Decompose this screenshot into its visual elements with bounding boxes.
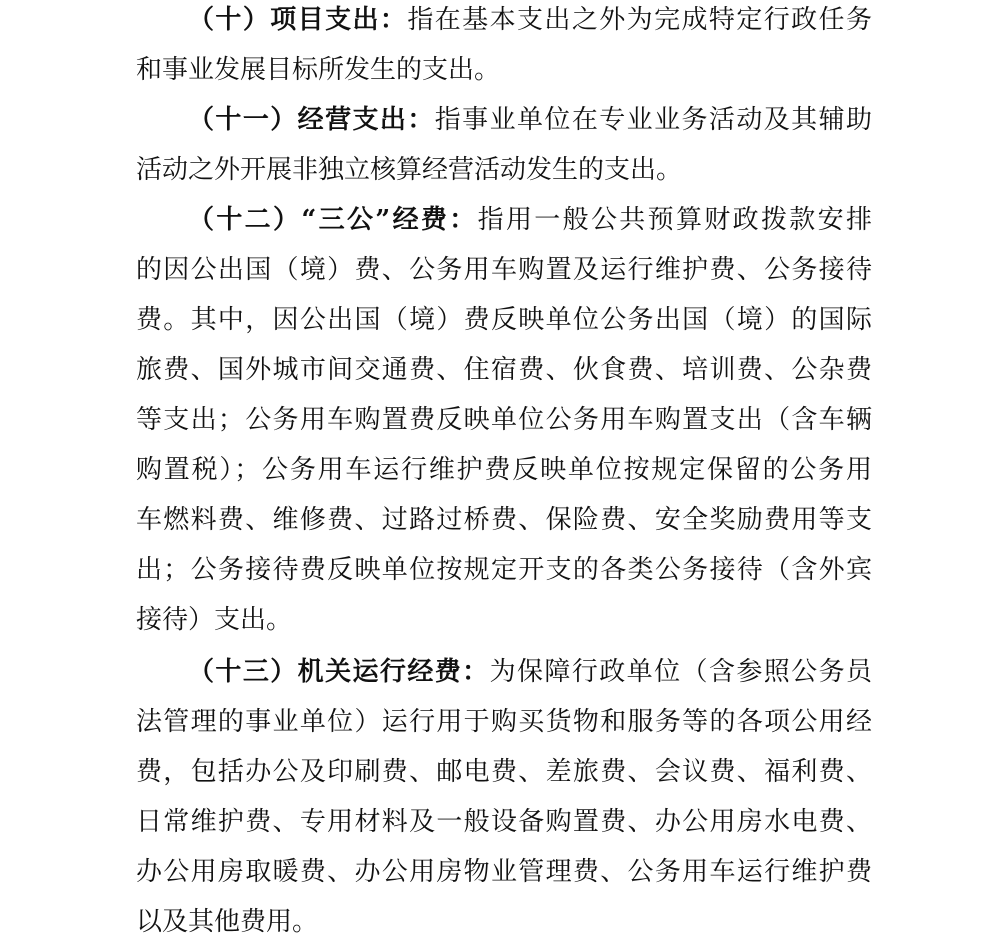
paragraph-12-text-1: 指用一般公共预算财政拨款安排 bbox=[477, 205, 872, 235]
paragraph-12-line-9: 接待）支出。 bbox=[136, 605, 293, 635]
paragraph-12-line-7: 车燃料费、维修费、过路过桥费、保险费、安全奖励费用等支 bbox=[136, 505, 872, 535]
paragraph-10-line-2: 和事业发展目标所发生的支出。 bbox=[136, 55, 501, 85]
paragraph-12-term: （十二）“三公”经费： bbox=[188, 205, 478, 235]
paragraph-13-line-5: 办公用房取暖费、办公用房物业管理费、公务用车运行维护费 bbox=[136, 857, 872, 887]
paragraph-12-line-3: 费。其中，因公出国（境）费反映单位公务出国（境）的国际 bbox=[136, 305, 872, 335]
paragraph-13-line-6: 以及其他费用。 bbox=[136, 907, 319, 937]
paragraph-10-term: （十）项目支出： bbox=[188, 5, 408, 35]
paragraph-12-line-4: 旅费、国外城市间交通费、住宿费、伙食费、培训费、公杂费 bbox=[136, 355, 872, 385]
paragraph-13-line-1 bbox=[188, 647, 872, 697]
paragraph-12-line-8: 出；公务接待费反映单位按规定开支的各类公务接待（含外宾 bbox=[136, 555, 872, 585]
paragraph-12-line-1 bbox=[188, 195, 872, 245]
paragraph-10-text-1: 指在基本支出之外为完成特定行政任务 bbox=[407, 5, 872, 35]
paragraph-11-text-1: 指事业单位在专业业务活动及其辅助 bbox=[434, 105, 872, 135]
paragraph-11-term: （十一）经营支出： bbox=[188, 105, 435, 135]
paragraph-13-text-1: 为保障行政单位（含参照公务员 bbox=[489, 657, 872, 687]
paragraph-13-line-4: 日常维护费、专用材料及一般设备购置费、办公用房水电费、 bbox=[136, 807, 872, 837]
paragraph-12-line-2: 的因公出国（境）费、公务用车购置及运行维护费、公务接待 bbox=[136, 255, 872, 285]
paragraph-13-term: （十三）机关运行经费： bbox=[188, 657, 490, 687]
paragraph-10-line-1 bbox=[188, 0, 872, 45]
paragraph-11-line-1 bbox=[188, 95, 872, 145]
paragraph-11-line-2: 活动之外开展非独立核算经营活动发生的支出。 bbox=[136, 155, 683, 185]
paragraph-12-line-6: 购置税）；公务用车运行维护费反映单位按规定保留的公务用 bbox=[136, 455, 872, 485]
paragraph-13-line-2: 法管理的事业单位）运行用于购买货物和服务等的各项公用经 bbox=[136, 707, 872, 737]
paragraph-13-line-3: 费，包括办公及印刷费、邮电费、差旅费、会议费、福利费、 bbox=[136, 757, 872, 787]
paragraph-12-line-5: 等支出；公务用车购置费反映单位公务用车购置支出（含车辆 bbox=[136, 405, 872, 435]
